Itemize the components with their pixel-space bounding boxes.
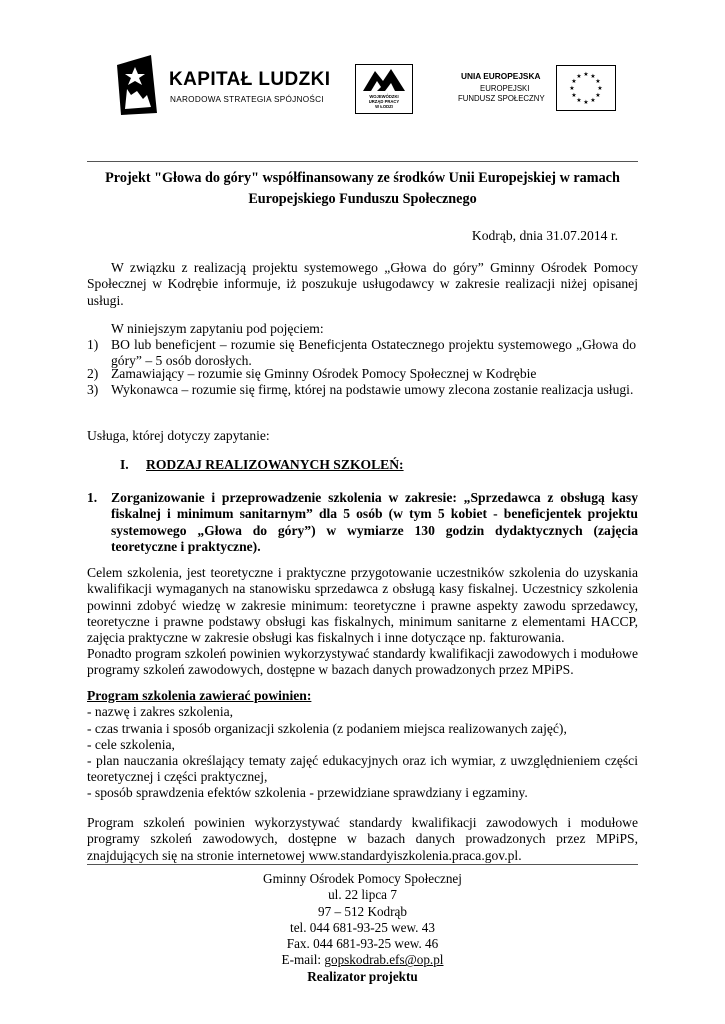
- kapital-ludzki-subtitle: NARODOWA STRATEGIA SPÓJNOŚCI: [170, 95, 324, 104]
- svg-text:★: ★: [576, 73, 582, 80]
- standards-paragraph: Ponadto program szkoleń powinien wykorzystywać standardy kwalifikacji zawodowych i modułowe programy szkoleń zawodowych, dostępne w bazach danych prowadzonych przez MPiPS.: [87, 646, 638, 678]
- definition-number: 1): [87, 337, 99, 352]
- wup-line-1: WOJEWÓDZKI: [369, 94, 399, 99]
- svg-text:★: ★: [571, 92, 577, 99]
- program-item: - czas trwania i sposób organizacji szkolenia (z podaniem miejsca realizowanych zajęć),: [87, 720, 567, 736]
- document-date: Kodrąb, dnia 31.07.2014 r.: [471, 228, 618, 243]
- document-title: [87, 168, 638, 210]
- svg-text:★: ★: [590, 97, 596, 104]
- svg-text:★: ★: [595, 92, 601, 99]
- goal-paragraph: Celem szkolenia, jest teoretyczne i praktyczne przygotowanie uczestników szkolenia do uzyskania kwalifikacji wymaganych na stanowisku sprzedawca z obsługą kasy fiskalnej. Uczestnicy szkolenia powinni zdobyć wiedzę w zakresie minimum: teoretyczne i prawne aspekty zawodu sprzedawcy, teoretyczne i prawne podstawy obsługi kas fiskalnych, minimum sanitarne z elementami HACCP, zajęcia praktyczne w zakresie obsługi kas fiskalnych i inne dotyczące np. fakturowania.: [87, 565, 638, 646]
- definition-text: Zamawiający – rozumie się Gminny Ośrodek Pomocy Społecznej w Kodrębie: [111, 366, 537, 381]
- definition-number: 2): [87, 366, 99, 381]
- footer-email-line: [87, 952, 638, 968]
- header-divider: [87, 161, 638, 162]
- eu-efs-logo: [455, 65, 615, 115]
- definition-item: [87, 382, 638, 398]
- definitions-lead: [87, 321, 638, 337]
- title-line-2: Europejskiego Funduszu Społecznego: [248, 191, 477, 207]
- training-point: [87, 490, 638, 555]
- svg-text:★: ★: [576, 97, 582, 104]
- closing-paragraph: Program szkoleń powinien wykorzystywać standardy kwalifikacji zawodowych i modułowe programy szkoleń zawodowych, dostępne w bazach danych prowadzonych przez MPiPS, znajdujących się na stronie internetowej www.standardyiszkolenia.praca.gov.pl.: [87, 815, 638, 863]
- definition-item: [87, 337, 638, 370]
- section-title: RODZAJ REALIZOWANYCH SZKOLEŃ:: [146, 457, 404, 472]
- eu-logo-line-1: UNIA EUROPEJSKA: [461, 71, 541, 81]
- footer-org: Gminny Ośrodek Pomocy Społecznej: [263, 871, 462, 886]
- eu-flag-icon: [556, 65, 616, 111]
- wup-arrows-icon: [361, 67, 407, 93]
- program-section: [87, 688, 638, 753]
- program-heading: Program szkolenia zawierać powinien:: [87, 688, 312, 703]
- svg-text:★: ★: [595, 78, 601, 85]
- point-text: Zorganizowanie i przeprowadzenie szkolenia w zakresie: „Sprzedawca z obsługą kasy fiskalnej i minimum sanitarnym” dla 5 osób (w tym 5 kobiet - beneficjentek projektu systemowego „Głowa do góry”) w wymiarze 130 godzin dydaktycznych (zajęcia teoretyczne i praktyczne).: [111, 490, 638, 554]
- footer-city: 97 – 512 Kodrąb: [317, 903, 407, 919]
- wup-line-3: W ŁODZI: [375, 104, 393, 109]
- definitions-lead-text: W niniejszym zapytaniu pod pojęciem:: [111, 321, 324, 336]
- definition-item: [87, 366, 638, 382]
- footer-address: [87, 871, 638, 985]
- definition-text: Wykonawca – rozumie się firmę, której na podstawie umowy zlecona zostanie realizacja usługi.: [111, 382, 634, 397]
- point-number: 1.: [87, 490, 98, 505]
- kapital-ludzki-title: KAPITAŁ LUDZKI: [169, 69, 331, 90]
- svg-text:★: ★: [590, 73, 596, 80]
- kapital-ludzki-logo: [117, 55, 331, 119]
- svg-text:★: ★: [597, 85, 603, 92]
- intro-paragraph: [87, 260, 638, 309]
- program-item: - plan nauczania określający tematy zajęć edukacyjnych oraz ich wymiar, z uwzględnieniem części teoretycznej i części praktycznej,: [87, 753, 638, 785]
- svg-text:★: ★: [583, 71, 589, 78]
- program-item: - sposób sprawdzenia efektów szkolenia - przewidziane sprawdziany i egzaminy.: [87, 785, 528, 800]
- program-item: - nazwę i zakres szkolenia,: [87, 704, 234, 720]
- footer-tel: tel. 044 681-93-25 wew. 43: [290, 919, 435, 935]
- svg-text:★: ★: [569, 85, 575, 92]
- definition-text: BO lub beneficjent – rozumie się Beneficjenta Ostatecznego projektu systemowego „Głowa do góry” – 5 osób dorosłych.: [111, 337, 636, 369]
- footer-email-label: E-mail:: [281, 952, 325, 968]
- wup-line-2: URZĄD PRACY: [368, 99, 400, 104]
- footer-street: ul. 22 lipca 7: [328, 887, 397, 903]
- wup-lodz-logo: [355, 64, 413, 114]
- eu-logo-line-3: FUNDUSZ SPOŁECZNY: [458, 94, 545, 103]
- footer-divider: [87, 864, 638, 865]
- svg-text:★: ★: [583, 99, 589, 106]
- kapital-ludzki-emblem-icon: [117, 55, 157, 115]
- definition-number: 3): [87, 382, 99, 397]
- eu-logo-line-2: EUROPEJSKI: [480, 84, 530, 93]
- svg-text:★: ★: [571, 78, 577, 85]
- intro-text: W związku z realizacją projektu systemowego „Głowa do góry” Gminny Ośrodek Pomocy Społecznej w Kodrębie informuje, iż poszukuje usługodawcy w zakresie realizacji niżej opisanej usługi.: [87, 260, 638, 308]
- footer-email-link[interactable]: gopskodrab.efs@op.pl: [324, 952, 444, 968]
- section-heading: [120, 457, 404, 473]
- program-item: - cele szkolenia,: [87, 736, 175, 752]
- footer-fax: Fax. 044 681-93-25 wew. 46: [286, 936, 439, 952]
- section-number: I.: [120, 457, 129, 472]
- title-line-1: Projekt "Głowa do góry" współfinansowany ze środków Unii Europejskiej w ramach: [105, 170, 620, 186]
- service-lead: Usługa, której dotyczy zapytanie:: [87, 428, 270, 443]
- footer-role: Realizator projektu: [307, 968, 418, 984]
